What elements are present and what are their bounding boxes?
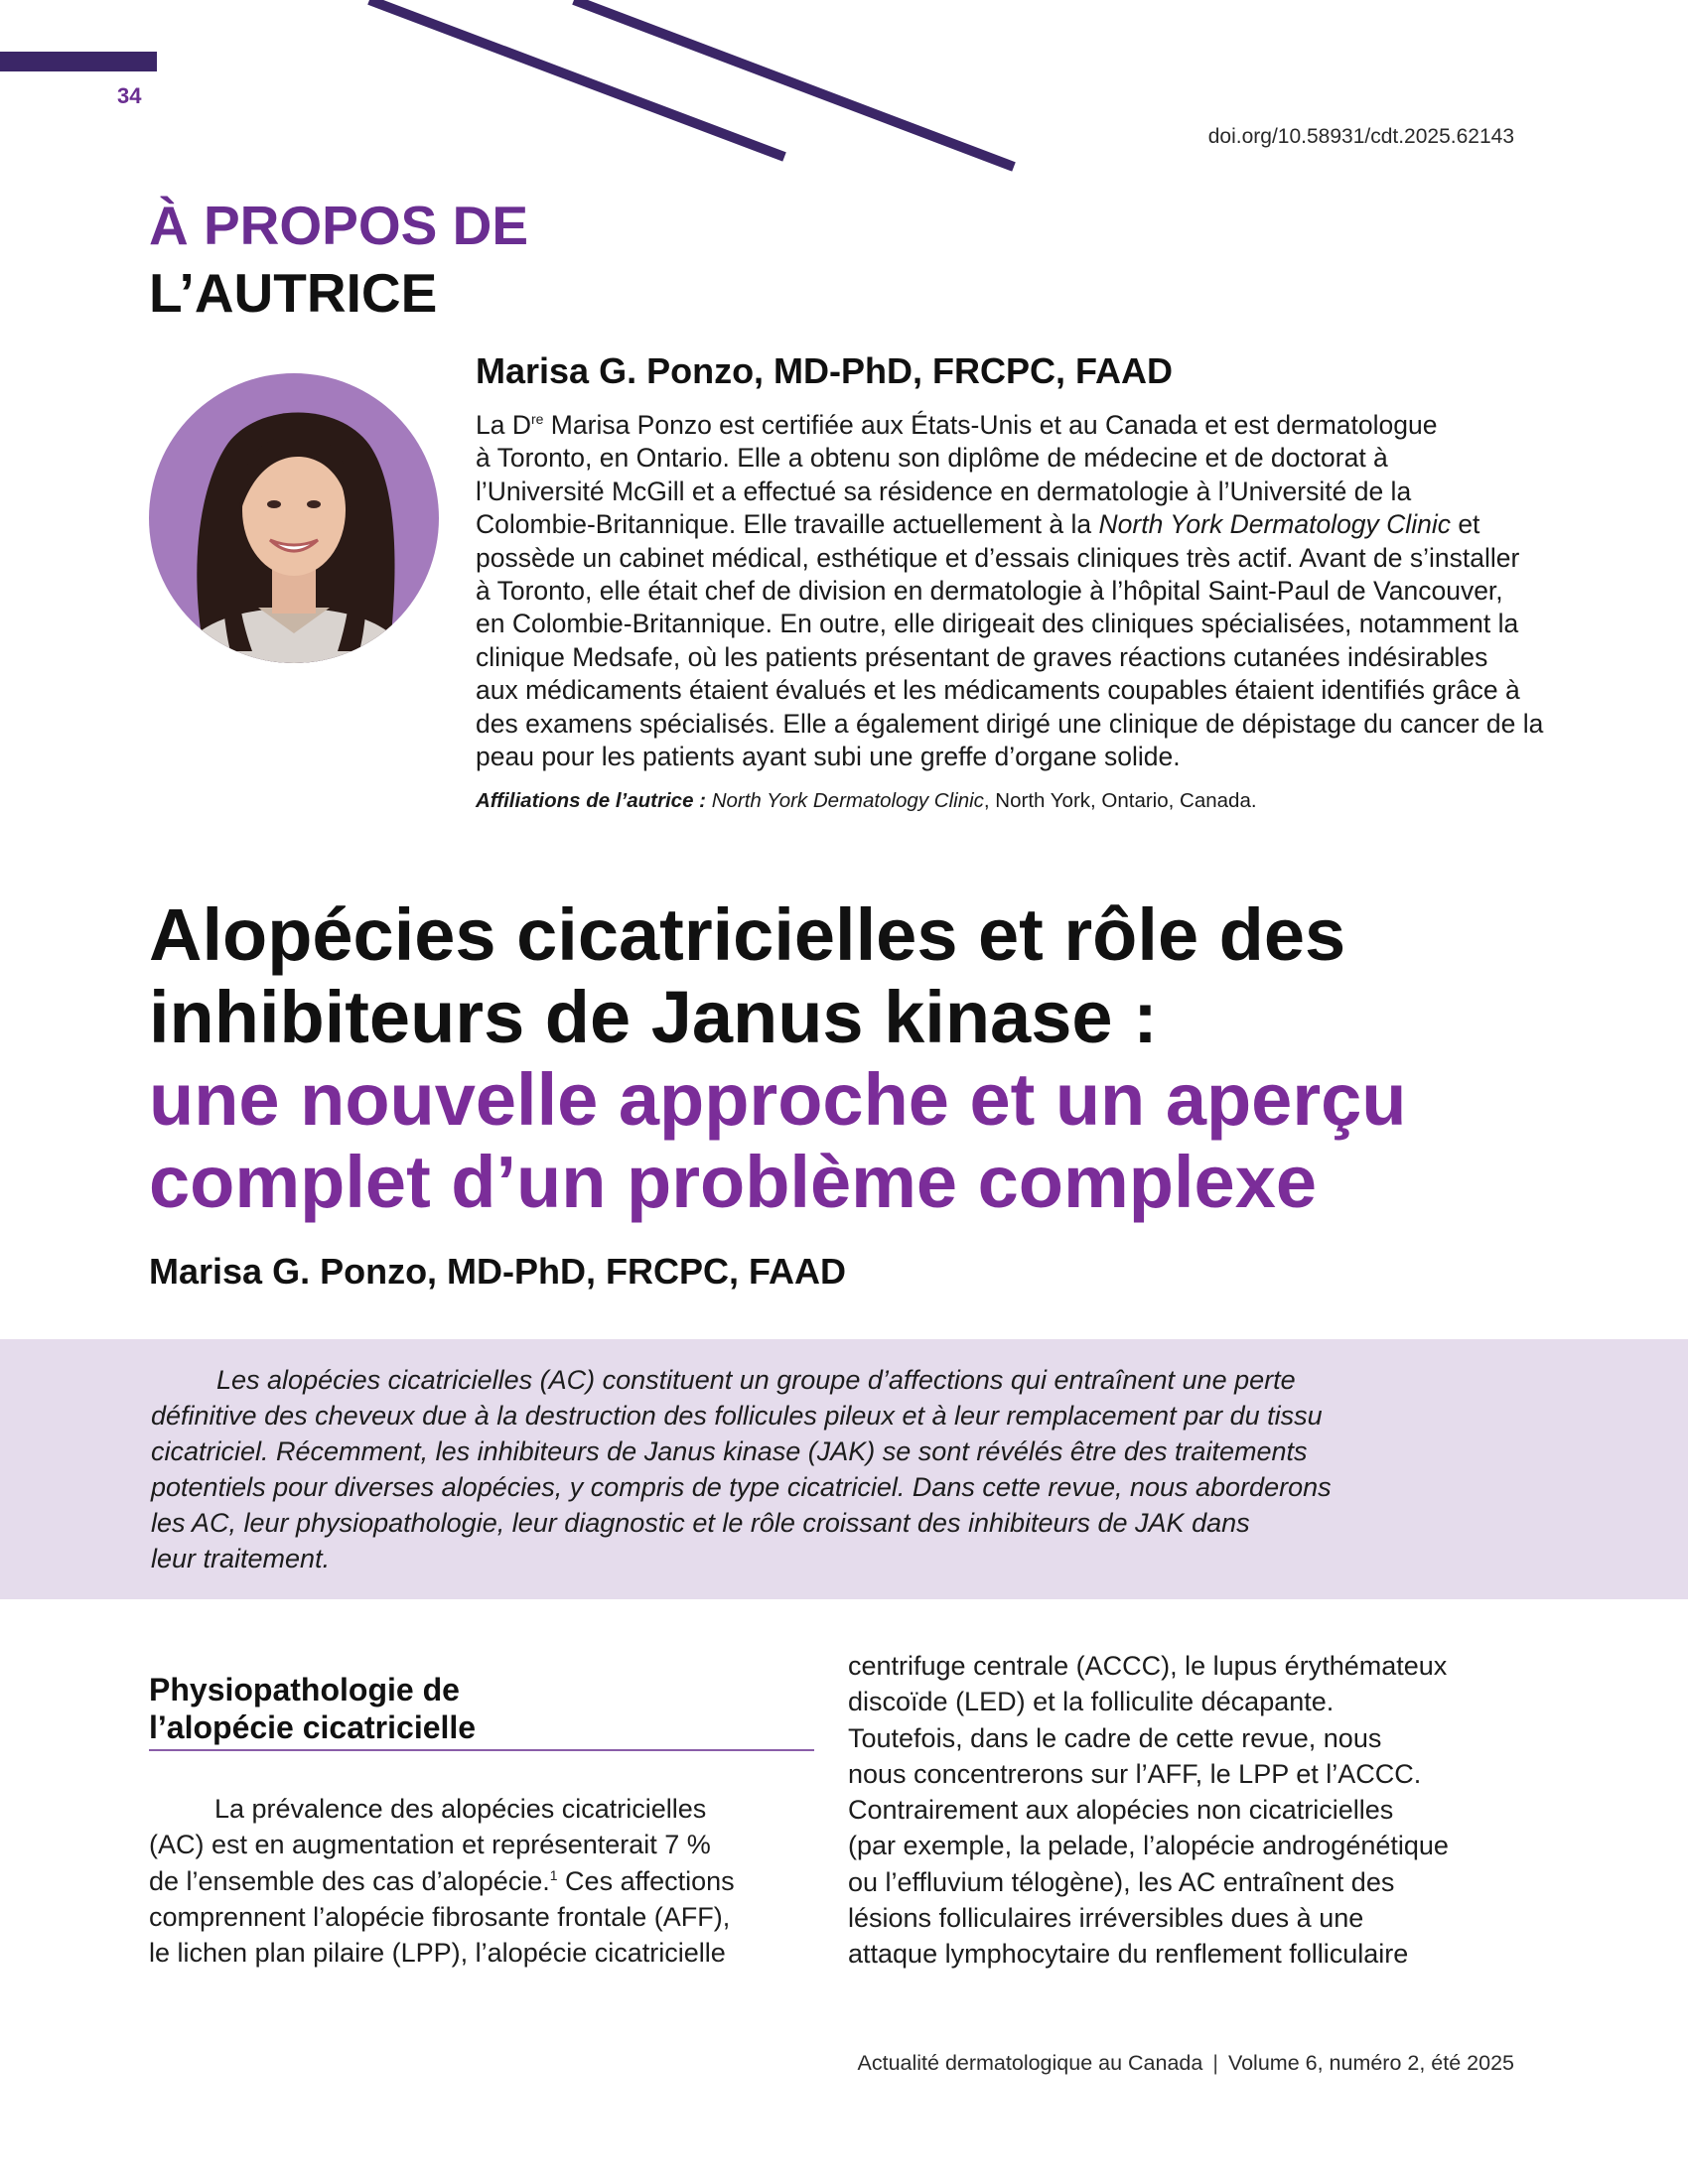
- abstract-line: leur traitement.: [151, 1544, 331, 1573]
- body-line: attaque lymphocytaire du renflement folliculaire: [848, 1939, 1409, 1970]
- page-number: 34: [117, 83, 142, 108]
- footer-separator: |: [1212, 2051, 1218, 2075]
- abstract-line: potentiels pour diverses alopécies, y compris de type cicatriciel. Dans cette revue, nous aborderons: [151, 1472, 1332, 1502]
- body-line: centrifuge centrale (ACCC), le lupus érythémateux: [848, 1651, 1448, 1681]
- body-line: le lichen plan pilaire (LPP), l’alopécie cicatricielle: [149, 1938, 726, 1969]
- body-line: (AC) est en augmentation et représenterait 7 %: [149, 1830, 711, 1860]
- body-column-left: [149, 1791, 794, 1971]
- author-name: Marisa G. Ponzo, MD-PhD, FRCPC, FAAD: [476, 350, 1174, 391]
- article-title: [149, 893, 1407, 1223]
- body-line: (par exemple, la pelade, l’alopécie androgénétique: [848, 1831, 1449, 1861]
- author-bio: [476, 409, 1667, 773]
- author-photo: [149, 373, 439, 663]
- body-line: lésions folliculaires irréversibles dues à une: [848, 1903, 1364, 1934]
- body-column-right: [848, 1648, 1543, 1973]
- subtitle-line: complet d’un problème complexe: [149, 1141, 1318, 1223]
- about-heading-line2: L’AUTRICE: [149, 262, 438, 324]
- title-line: inhibiteurs de Janus kinase :: [149, 976, 1158, 1058]
- body-line: nous concentrerons sur l’AFF, le LPP et l’ACCC.: [848, 1758, 1422, 1789]
- body-line: Contrairement aux alopécies non cicatricielles: [848, 1795, 1394, 1826]
- bio-line: La Dre Marisa Ponzo est certifiée aux États-Unis et au Canada et est dermatologue: [476, 410, 1438, 440]
- abstract-line: définitive des cheveux due à la destruction des follicules pileux et à leur remplacement par du tissu: [151, 1401, 1323, 1431]
- section-divider: [149, 1749, 814, 1751]
- issue-info: Volume 6, numéro 2, été 2025: [1227, 2051, 1514, 2075]
- about-heading-line1: À PROPOS DE: [149, 195, 529, 256]
- subtitle-line: une nouvelle approche et un aperçu: [149, 1058, 1407, 1141]
- journal-name: Actualité dermatologique au Canada: [857, 2051, 1203, 2075]
- bio-line: des examens spécialisés. Elle a également dirigé une clinique de dépistage du cancer de la: [476, 708, 1544, 739]
- body-line: Toutefois, dans le cadre de cette revue, nous: [848, 1722, 1382, 1753]
- bio-line: à Toronto, elle était chef de division en dermatologie à l’hôpital Saint-Paul de Vancouver,: [476, 576, 1503, 607]
- body-line: comprennent l’alopécie fibrosante frontale (AFF),: [149, 1901, 731, 1932]
- bio-line: l’Université McGill et a effectué sa résidence en dermatologie à l’Université de la: [476, 476, 1412, 506]
- reference-marker[interactable]: 1: [549, 1866, 558, 1883]
- abstract-line: Les alopécies cicatricielles (AC) constituent un groupe d’affections qui entraînent une perte: [216, 1365, 1296, 1395]
- bio-line: aux médicaments étaient évalués et les médicaments coupables étaient identifiés grâce à: [476, 675, 1520, 706]
- body-line: discoïde (LED) et la folliculite décapante.: [848, 1687, 1335, 1717]
- body-line: de l’ensemble des cas d’alopécie.$^1$ Ces affections: [149, 1865, 735, 1896]
- doi-link[interactable]: doi.org/10.58931/cdt.2025.62143: [1207, 125, 1514, 148]
- bio-line: Colombie-Britannique. Elle travaille actuellement à la North York Dermatology Clinic et: [476, 509, 1480, 540]
- bio-line: possède un cabinet médical, esthétique et d’essais cliniques très actif. Avant de s’installer: [476, 542, 1520, 573]
- bio-line: à Toronto, en Ontario. Elle a obtenu son diplôme de médecine et de doctorat à: [476, 443, 1388, 474]
- body-line: ou l’effluvium télogène), les AC entraînent des: [848, 1866, 1395, 1897]
- abstract: [151, 1362, 1561, 1576]
- title-line: Alopécies cicatricielles et rôle des: [149, 893, 1346, 976]
- bio-line: en Colombie-Britannique. En outre, elle dirigeait des cliniques spécialisées, notamment la: [476, 609, 1519, 639]
- abstract-line: cicatriciel. Récemment, les inhibiteurs de Janus kinase (JAK) se sont révélés être des traitements: [151, 1436, 1308, 1466]
- body-line: La prévalence des alopécies cicatricielles: [214, 1794, 707, 1824]
- bio-line: peau pour les patients ayant subi une greffe d’organe solide.: [476, 742, 1181, 772]
- abstract-line: les AC, leur physiopathologie, leur diagnostic et le rôle croissant des inhibiteurs de JAK dans: [151, 1508, 1250, 1538]
- diagonal-lines-decoration: [0, 0, 1092, 179]
- article-byline: Marisa G. Ponzo, MD-PhD, FRCPC, FAAD: [149, 1251, 847, 1292]
- section-heading: [149, 1671, 476, 1746]
- author-affiliation: Affiliations de l’autrice : North York Dermatology Clinic, North York, Ontario, Canada.: [476, 789, 1257, 812]
- section-heading-line: l’alopécie cicatricielle: [149, 1709, 477, 1745]
- section-heading-line: Physiopathologie de: [149, 1672, 460, 1707]
- bio-line: clinique Medsafe, où les patients présentant de graves réactions cutanées indésirables: [476, 641, 1488, 672]
- page-footer: [858, 2051, 1514, 2076]
